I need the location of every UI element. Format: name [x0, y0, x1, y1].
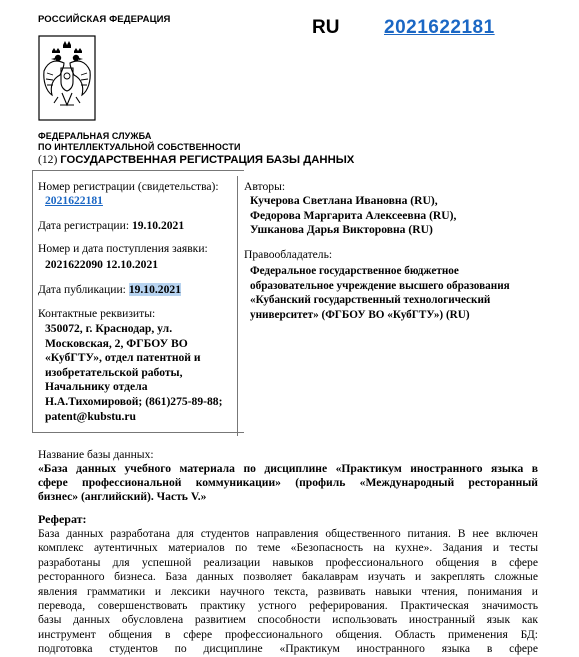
authors-list: [250, 194, 456, 238]
rights-holder-line: «Кубанский государственный технологический: [250, 294, 491, 307]
contact-line: изобретательской работы,: [45, 365, 183, 379]
country-name: РОССИЙСКАЯ ФЕДЕРАЦИЯ: [38, 14, 171, 25]
divider-left-bottom: [32, 432, 244, 433]
document-type: ГОСУДАРСТВЕННАЯ РЕГИСТРАЦИЯ БАЗЫ ДАННЫХ: [60, 154, 355, 166]
author-item: Кучерова Светлана Ивановна (RU),: [250, 194, 438, 207]
agency-name-line1: ФЕДЕРАЛЬНАЯ СЛУЖБА: [38, 131, 152, 141]
registration-date-value: 19.10.2021: [131, 219, 185, 232]
contact-line: 350072, г. Краснодар, ул.: [45, 322, 173, 335]
registration-number-label: Номер регистрации (свидетельства):: [38, 180, 219, 193]
abstract-line: комплекс аутентичных материалов по теме «Безопасность на кухне». Задания и тесты: [38, 541, 538, 555]
agency-name-line2: ПО ИНТЕЛЛЕКТУАЛЬНОЙ СОБСТВЕННОСТИ: [38, 142, 241, 152]
author-item: Федорова Маргарита Алексеевна (RU),: [250, 208, 457, 222]
contact-line: Н.А.Тихомировой; (861)275-89-88;: [45, 394, 223, 408]
rights-holder-line: университет» (ФГБОУ ВО «КубГТУ») (RU): [250, 308, 470, 321]
abstract-line: базы данных обусловлена развитием способности использовать иностранный язык как: [38, 613, 538, 627]
abstract-label: Реферат:: [38, 512, 87, 526]
abstract-line: разработаны для успешной реализации навыков профессионального общения в сфере: [38, 555, 538, 569]
registration-number-link[interactable]: 2021622181: [45, 194, 103, 207]
coat-of-arms-emblem: [38, 35, 96, 121]
db-name-text: [38, 462, 538, 505]
abstract-line: перевода, совершенствовать практику устного реферирования. Практическая значимость: [38, 599, 538, 613]
contact-line: «КубГТУ», отдел патентной и: [45, 351, 201, 365]
rights-holder-block: [250, 264, 510, 322]
abstract-line: инструмент общения в сфере профессионального общения. Область применения БД:: [38, 627, 538, 641]
contact-block: [45, 322, 222, 424]
contact-line: Начальнику отдела: [45, 380, 148, 394]
publication-date-value: 19.10.2021: [128, 283, 181, 296]
contact-email: patent@kubstu.ru: [45, 409, 137, 423]
contact-line: Московская, 2, ФГБОУ ВО: [45, 336, 188, 350]
registration-date-row: [38, 219, 184, 233]
document-type-heading: [38, 153, 354, 166]
db-name-label: Название базы данных:: [38, 448, 154, 461]
db-name-line: бизнес» (английский). Часть V.»: [38, 490, 207, 504]
publication-date-label: Дата публикации:: [38, 283, 126, 296]
divider-left-vertical: [32, 170, 33, 432]
registration-date-label: Дата регистрации:: [38, 219, 130, 232]
abstract-line: явления грамматики и лексики научного текста, развивать навыки чтения, понимания и: [38, 584, 538, 598]
abstract-text: [38, 527, 538, 657]
contact-label: Контактные реквизиты:: [38, 307, 156, 320]
divider-center-vertical: [237, 176, 238, 436]
document-number-link[interactable]: 2021622181: [384, 17, 495, 38]
divider-left-top: [32, 170, 244, 171]
db-name-line: сфере профессиональной коммуникации» (профиль «Международный ресторанный: [38, 476, 538, 490]
country-code: RU: [312, 17, 340, 38]
rights-holder-line: образовательное учреждение высшего образования: [250, 279, 510, 292]
abstract-line: ресторанного бизнеса. База данных позволяет бакалаврам изучать и закреплять сложные: [38, 570, 538, 584]
authors-label: Авторы:: [244, 180, 286, 193]
application-label: Номер и дата поступления заявки:: [38, 242, 208, 255]
rights-holder-label: Правообладатель:: [244, 248, 333, 261]
abstract-line: База данных разработана для студентов направления общественного питания. В нее включен: [38, 527, 538, 540]
application-value: 2021622090 12.10.2021: [45, 258, 159, 271]
publication-date-row: [38, 283, 181, 297]
abstract-line: подготовка студентов по дисциплине «Практикум иностранного языка в сфере: [38, 642, 538, 656]
kind-code: (12): [38, 153, 58, 166]
db-name-line: «База данных учебного материала по дисциплине «Практикум иностранного языка в: [38, 462, 538, 475]
rights-holder-line: Федеральное государственное бюджетное: [250, 265, 459, 277]
author-item: Ушканова Дарья Викторовна (RU): [250, 223, 433, 237]
